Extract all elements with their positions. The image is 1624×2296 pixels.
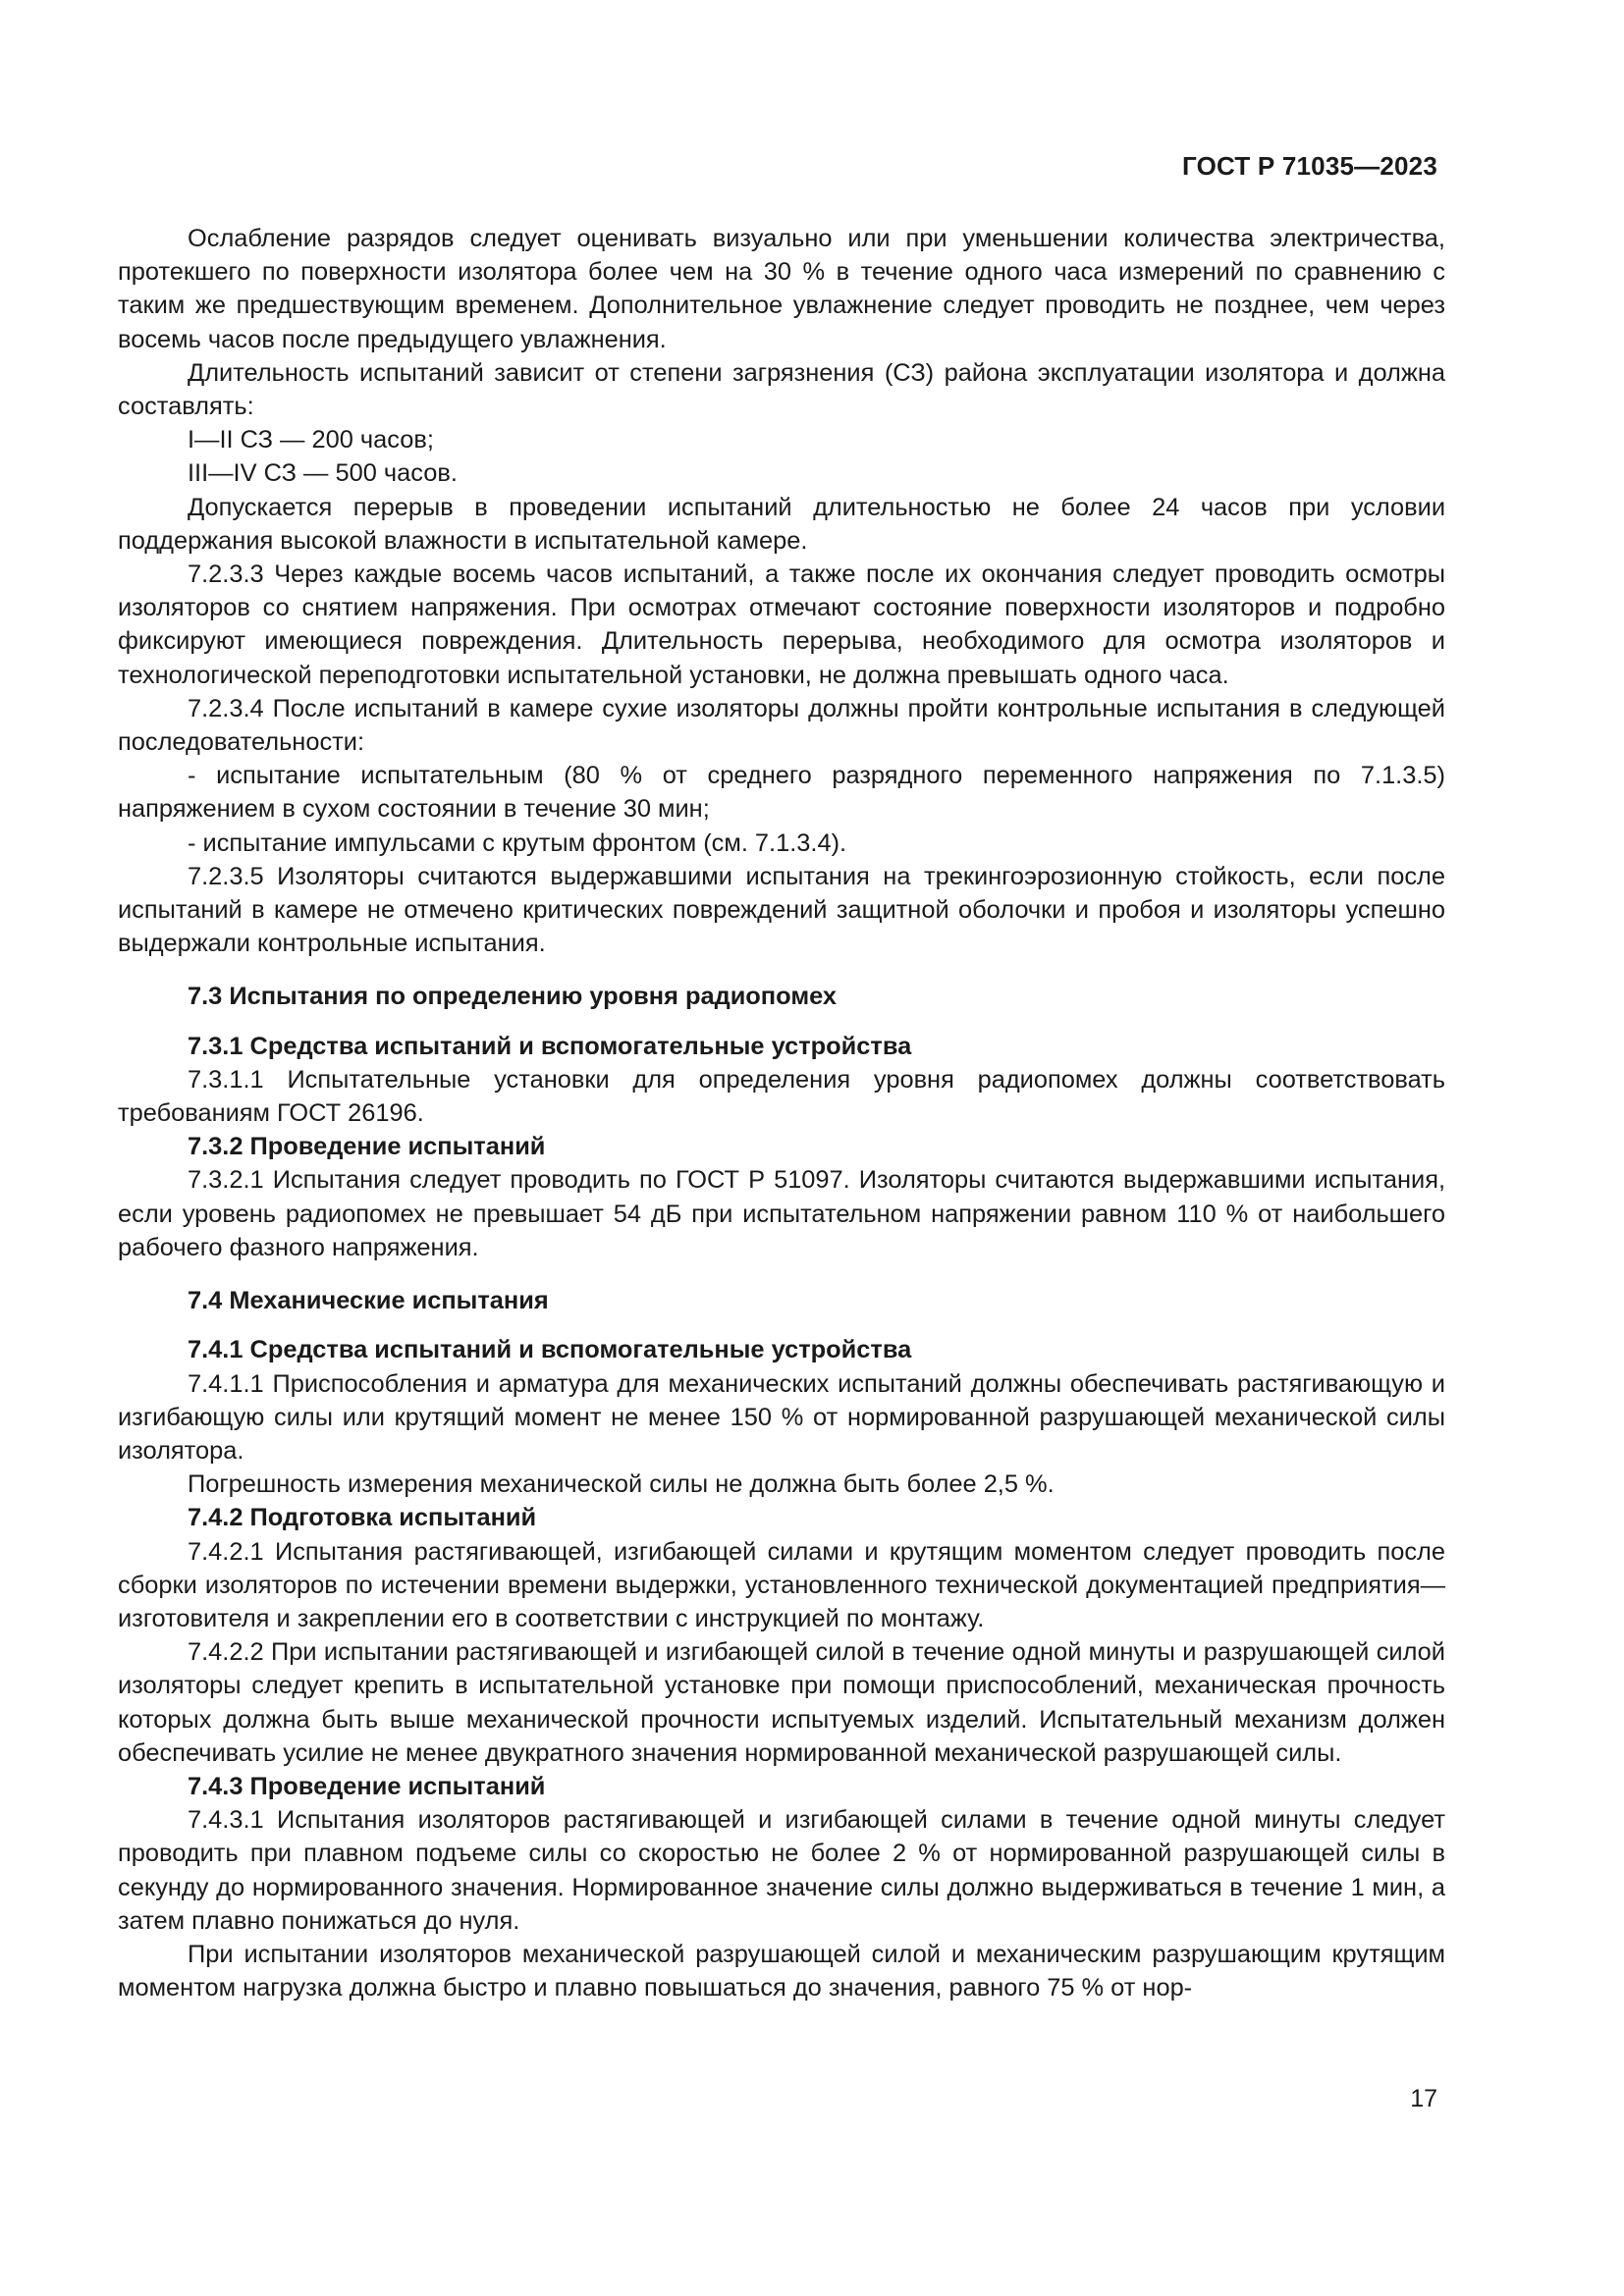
subsection-heading: 7.3.2 Проведение испытаний — [188, 1133, 546, 1161]
list-item: I—II СЗ — 200 часов; — [188, 426, 434, 454]
list-item: III—IV СЗ — 500 часов. — [188, 459, 458, 488]
paragraph: При испытании изоляторов механической разрушающей силой и механическим разрушающим крутящим моментом нагрузка должна быстро и плавно повышаться до значения, равного 75 % от нор- — [118, 1940, 1445, 2002]
list-item: - испытание импульсами с крутым фронтом (см. 7.1.3.4). — [188, 828, 847, 857]
paragraph: 7.4.3.1 Испытания изоляторов растягивающей и изгибающей силами в течение одной минуты следует проводить при плавном подъеме силы со скоростью не более 2 % от нормированной разрушающей силы в секунду до нормированного значения. Нормированное значение силы должно выдерживаться в течение 1 мин, а затем плавно понижаться до нуля. — [118, 1806, 1445, 1935]
subsection-heading: 7.4.3 Проведение испытаний — [188, 1772, 546, 1800]
paragraph: 7.3.2.1 Испытания следует проводить по ГОСТ Р 51097. Изоляторы считаются выдержавшими испытания, если уровень радиопомех не превышает 54 дБ при испытательном напряжении равном 110 % от наибольшего рабочего фазного напряжения. — [118, 1166, 1445, 1261]
paragraph: Длительность испытаний зависит от степени загрязнения (СЗ) района эксплуатации изолятора и должна составлять: — [118, 358, 1445, 421]
paragraph: 7.2.3.5 Изоляторы считаются выдержавшими испытания на трекингоэрозионную стойкость, если после испытаний в камере не отмечено критических повреждений защитной оболочки и пробоя и изоляторы успешно выдержали контрольные испытания. — [118, 862, 1445, 958]
document-code-header: ГОСТ Р 71035—2023 — [1182, 151, 1437, 181]
subsection-heading: 7.3.1 Средства испытаний и вспомогательные устройства — [188, 1032, 912, 1060]
subsection-heading: 7.4.1 Средства испытаний и вспомогательные устройства — [188, 1336, 912, 1364]
paragraph: 7.3.1.1 Испытательные установки для определения уровня радиопомех должны соответствовать требованиям ГОСТ 26196. — [118, 1065, 1445, 1128]
section-heading: 7.4 Механические испытания — [188, 1287, 549, 1315]
paragraph: Погрешность измерения механической силы не должна быть более 2,5 %. — [188, 1470, 1055, 1499]
paragraph: 7.2.3.4 После испытаний в камере сухие изоляторы должны пройти контрольные испытания в следующей последовательности: — [118, 694, 1445, 757]
paragraph: Допускается перерыв в проведении испытаний длительностью не более 24 часов при условии поддержания высокой влажности в испытательной камере. — [118, 493, 1445, 555]
list-item: - испытание испытательным (80 % от среднего разрядного переменного напряжения по 7.1.3.5) напряжением в сухом состоянии в течение 30 мин; — [118, 762, 1445, 824]
document-body — [118, 222, 1445, 2004]
paragraph: 7.4.2.1 Испытания растягивающей, изгибающей силами и крутящим моментом следует проводить после сборки изоляторов по истечении времени выдержки, установленного технической документацией предприятия—изготовителя и закреплении его в соответствии с инструкцией по монтажу. — [118, 1537, 1445, 1632]
paragraph: 7.4.1.1 Приспособления и арматура для механических испытаний должны обеспечивать растягивающую и изгибающую силы или крутящий момент не менее 150 % от нормированной разрушающей механической силы изолятора. — [118, 1369, 1445, 1465]
paragraph: 7.2.3.3 Через каждые восемь часов испытаний, а также после их окончания следует проводить осмотры изоляторов со снятием напряжения. При осмотрах отмечают состояние поверхности изоляторов и подробно фиксируют имеющиеся повреждения. Длительность перерыва, необходимого для осмотра изоляторов и технологической переподготовки испытательной установки, не должна превышать одного часа. — [118, 561, 1445, 689]
section-heading: 7.3 Испытания по определению уровня радиопомех — [188, 983, 838, 1011]
page-number: 17 — [1410, 2085, 1437, 2112]
subsection-heading: 7.4.2 Подготовка испытаний — [188, 1504, 537, 1532]
paragraph: Ослабление разрядов следует оценивать визуально или при уменьшении количества электричества, протекшего по поверхности изолятора более чем на 30 % в течение одного часа измерений по сравнению с таким же предшествующим временем. Дополнительное увлажнение следует проводить не позднее, чем через восемь часов после предыдущего увлажнения. — [118, 225, 1445, 353]
paragraph: 7.4.2.2 При испытании растягивающей и изгибающей силой в течение одной минуты и разрушающей силой изоляторы следует крепить в испытательной установке при помощи приспособлений, механическая прочность которых должна быть выше механической прочности испытуемых изделий. Испытательный механизм должен обеспечивать усилие не менее двукратного значения нормированной механической разрушающей силы. — [118, 1638, 1445, 1767]
